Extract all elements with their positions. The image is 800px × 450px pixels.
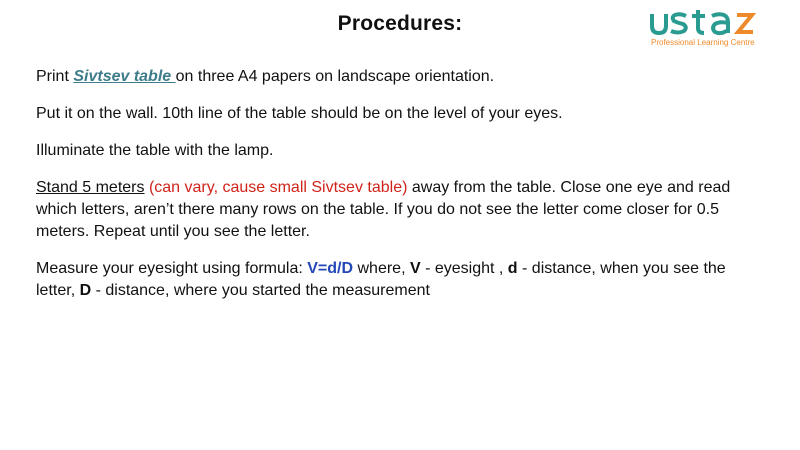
measure-text-1: Measure your eyesight using formula: <box>36 260 308 277</box>
step-measure <box>36 258 766 302</box>
formula: V=d/D <box>307 260 354 277</box>
ustaz-logo-graphic <box>648 8 786 50</box>
var-d-big: D <box>79 282 92 299</box>
measure-text-5: - distance, where you started the measurement <box>91 282 430 299</box>
logo-tagline: Professional Learning Centre <box>651 38 755 47</box>
step-wall: Put it on the wall. 10th line of the table should be on the level of your eyes. <box>36 105 563 122</box>
stand-rest: away from the table. Close one eye and read which letters, aren’t there many rows on the table. If you do not see the letter come closer for 0.5 meters. Repeat until you see the letter. <box>36 179 731 240</box>
var-v: V <box>409 260 421 277</box>
var-d-small: d <box>507 260 518 277</box>
step-print-prefix: Print <box>36 68 74 85</box>
measure-text-4: - distance, when you see the letter, <box>36 260 726 299</box>
sivtsev-table-link[interactable]: Sivtsev table <box>73 68 176 85</box>
stand-distance: Stand 5 meters <box>36 179 145 196</box>
step-illuminate: Illuminate the table with the lamp. <box>36 142 274 159</box>
stand-note: (can vary, cause small Sivtsev table) <box>148 179 408 196</box>
ustaz-logo <box>648 8 786 50</box>
measure-text-2: where, <box>353 260 410 277</box>
step-print <box>36 66 766 88</box>
procedure-content <box>36 66 766 317</box>
step-stand <box>36 177 766 243</box>
step-print-suffix: on three A4 papers on landscape orientation. <box>175 68 495 85</box>
measure-text-3: - eyesight , <box>420 260 508 277</box>
slide-title: Procedures: <box>337 12 463 35</box>
